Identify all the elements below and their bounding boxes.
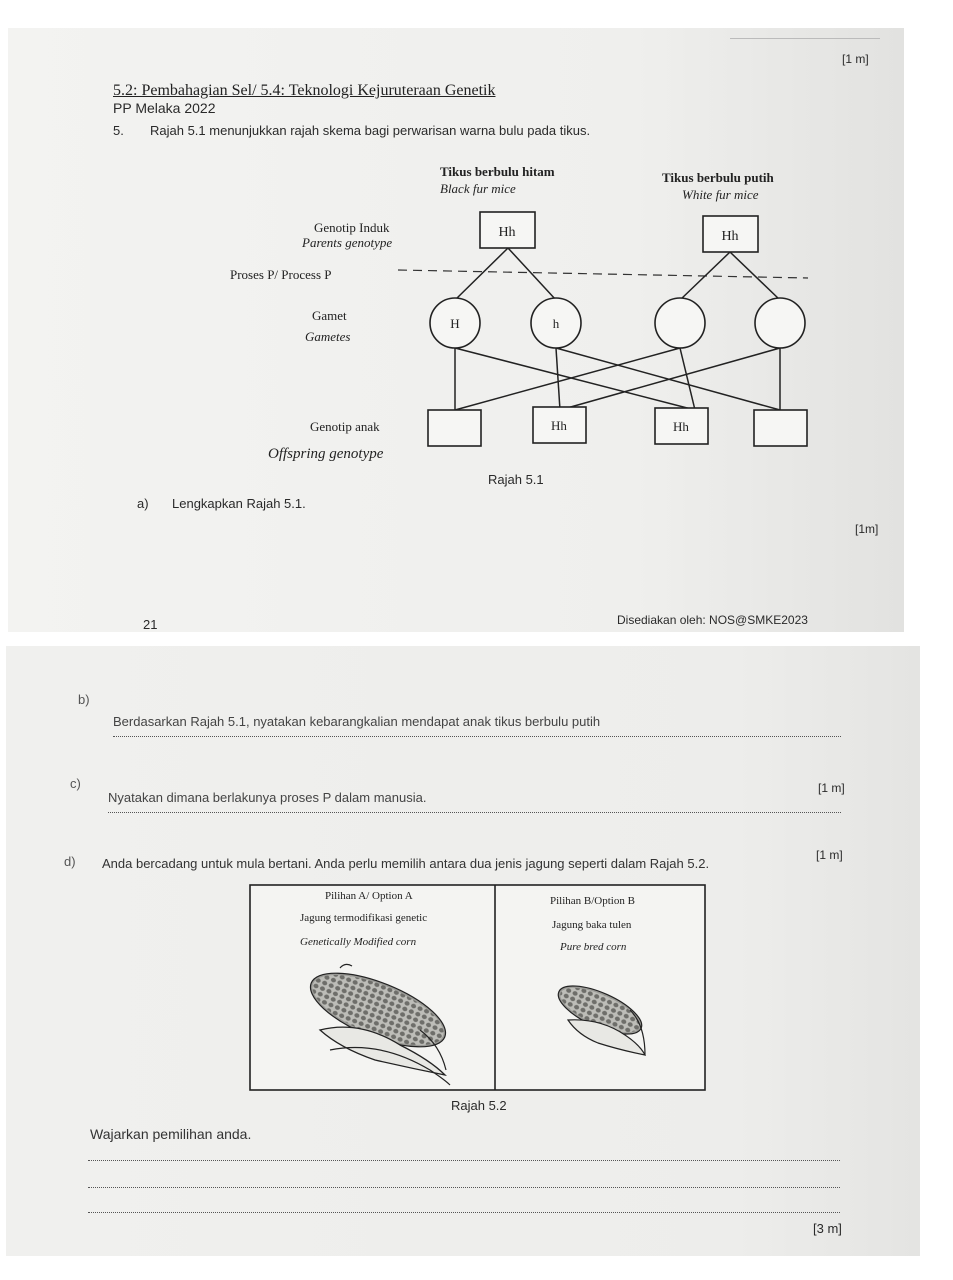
answer-line-d-1[interactable] <box>88 1160 840 1161</box>
answer-line-d-3[interactable] <box>88 1212 840 1213</box>
parent-genotype-black: Hh <box>498 225 516 240</box>
question-a-text: Lengkapkan Rajah 5.1. <box>172 496 306 511</box>
question-b-text: Berdasarkan Rajah 5.1, nyatakan kebarangkalian mendapat anak tikus berbulu putih <box>113 714 601 729</box>
gametes-label-en: Gametes <box>305 329 351 344</box>
question-d-mark: [3 m] <box>813 1221 842 1236</box>
question-c-mark: [1 m] <box>816 848 843 862</box>
option-b-ms: Jagung baka tulen <box>552 919 632 931</box>
parent-genotype-white: Hh <box>721 229 739 244</box>
question-c-label: c) <box>70 776 81 791</box>
page-number: 21 <box>143 617 158 632</box>
question-b-label: b) <box>78 692 90 707</box>
figure-caption-5-1: Rajah 5.1 <box>488 472 544 487</box>
question-b-mark: [1 m] <box>818 781 845 795</box>
gamete-1-label: H <box>450 316 460 331</box>
process-p-label: Proses P/ Process P <box>230 267 332 282</box>
option-a-title: Pilihan A/ Option A <box>325 890 413 902</box>
offspring-genotype-label-en: Offspring genotype <box>268 446 384 462</box>
offspring-3-label: Hh <box>673 419 689 434</box>
footer-credit: Disediakan oleh: NOS@SMKE2023 <box>617 613 808 627</box>
offspring-genotype-label: Genotip anak <box>310 419 380 434</box>
gamete-2-label: h <box>552 316 560 331</box>
question-5-text: Rajah 5.1 menunjukkan rajah skema bagi perwarisan warna bulu pada tikus. <box>150 123 591 138</box>
option-b-en: Pure bred corn <box>560 941 627 953</box>
parents-genotype-label: Genotip Induk <box>314 220 390 235</box>
question-c-text: Nyatakan dimana berlakunya proses P dalam manusia. <box>108 790 427 805</box>
gametes-label: Gamet <box>312 308 347 323</box>
question-a-label: a) <box>137 496 149 511</box>
answer-line-d-2[interactable] <box>88 1187 840 1188</box>
white-mice-label-en: White fur mice <box>682 187 759 202</box>
black-mice-label-en: Black fur mice <box>440 181 516 196</box>
offspring-2-label: Hh <box>551 418 567 433</box>
question-a-mark: [1m] <box>855 522 879 536</box>
question-d-justify: Wajarkan pemilihan anda. <box>90 1126 252 1142</box>
figure-caption-5-2: Rajah 5.2 <box>451 1098 507 1113</box>
option-a-en: Genetically Modified corn <box>300 936 417 948</box>
question-number: 5. <box>113 123 124 138</box>
topic-heading: 5.2: Pembahagian Sel/ 5.4: Teknologi Kejuruteraan Genetik <box>113 82 496 99</box>
option-b-title: Pilihan B/Option B <box>550 895 635 907</box>
white-mice-label: Tikus berbulu putih <box>662 170 774 185</box>
parents-genotype-label-en: Parents genotype <box>302 235 393 250</box>
black-mice-label: Tikus berbulu hitam <box>440 164 555 179</box>
mark-top: [1 m] <box>842 52 869 66</box>
question-d-label: d) <box>64 854 76 869</box>
question-d-text: Anda bercadang untuk mula bertani. Anda perlu memilih antara dua jenis jagung seperti dalam Rajah 5.2. <box>102 856 710 871</box>
source-label: PP Melaka 2022 <box>113 100 216 116</box>
option-a-ms: Jagung termodifikasi genetic <box>300 912 428 924</box>
